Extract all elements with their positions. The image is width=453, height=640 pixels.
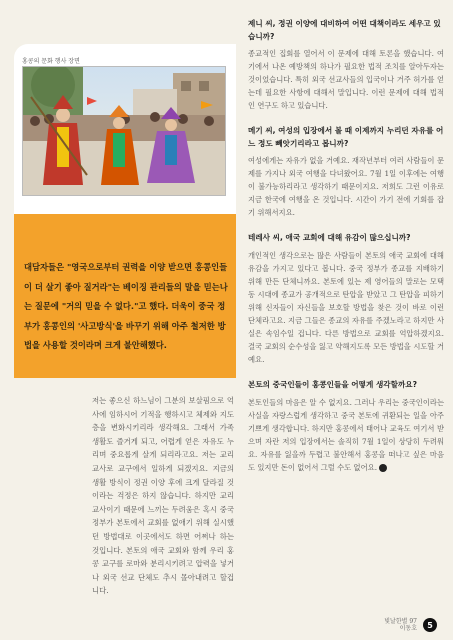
question-1: 제니 씨, 정권 이양에 대비하여 어떤 대책이라도 세우고 있습니까? [248,19,441,41]
answer-2: 여성에게는 자유가 없을 거예요. 재작년부터 여러 사람들이 문제를 가지나 외국 여행을 다녀왔어요. 7월 1일 이후에는 여행이 불가능하리라고 생각하기 때문이지요. 저희도 그런 이유로 지금 한국에 여행을 온 것입니다. 시간이 가기 전에 기회를 잡기 위해서지요. [248,156,444,218]
footer-signature: 빛날한별 97 이동호 [384,618,417,632]
festival-photo-illustration [23,67,225,195]
photo-caption: 홍콩의 문화 행사 장면 [22,58,80,65]
page-number: 5 [423,618,437,632]
answer-4: 본토인들의 마음은 알 수 없지요. 그러나 우리는 중국인이라는 사실을 자랑스럽게 생각하고 중국 본토에 귀환되는 일을 아주 기쁘게 생각합니다. 하지만 홍콩에서 태어나 교육도 여기서 받으며 자란 저의 입장에서는 솔직히 7월 1일이 상당히 두려워요. 자유를 잃을까 두렵고 불안해서 홍콩을 떠나고 싶은 마음도 있지만 돈이 없어서 그럴 수도 없어요. [248,397,444,472]
answer-1: 종교적인 집회를 열어서 이 문제에 대해 토론을 했습니다. 여기에서 나온 예방책의 하나가 필요한 법적 조치를 알아두자는 것이었습니다. 특히 외국 선교사들의 입국이나 거주 허가를 얻는데 필요한 사항에 대해서 말입니다. 이런 문제에 대해 법적인 연구도 하고 있습니다. [248,49,444,111]
festival-photo [22,66,226,196]
highlight-text: 대담자들은 "영국으로부터 권력을 이양 받으면 홍콩인들이 더 살기 좋아 질거라"는 베이징 관리들의 말을 믿는나는 질문에 "거의 믿을 수 없다."고 했다. 더욱이 중국 정부가 홍콩인의 '사고방식'을 바꾸기 위해 아주 철저한 방법을 사용할 것이라며 크게 불안해했다. [24,262,228,350]
question-2: 메기 씨, 여성의 입장에서 볼 때 이제까지 누리던 자유를 어느 정도 빼앗기리라고 봅니까? [248,126,444,148]
question-3: 테레사 씨, 애국 교회에 대해 유감이 많으십니까? [248,233,411,243]
answer-3: 개인적인 생각으로는 많은 사람들이 본토의 애국 교회에 대해 유감을 가지고 있다고 봅니다. 중국 정부가 종교를 지배하기 위해 만든 단체니까요. 본토에 있는 제 영어들의 말로는 모택동 시대에 종교가 공개적으로 탄압을 받았고 그 탄압을 피하기 위해 신자들이 자신들을 보호할 방법을 찾은 것이 바로 이런 단체라고요. 지금 그들은 종교의 자유를 주겠노라고 하지만 사실은 속임수일 겁니다. 다른 방법으로 교회를 억압하겠지요. 결국 교회의 순수성을 잃고 약해지도록 모든 방법을 시도할 거예요. [248,250,444,364]
footer [377,618,437,632]
right-column [248,18,444,487]
answer-4-container [248,396,444,474]
end-mark-icon [379,464,387,472]
left-column-text: 저는 좋으신 하느님이 그분의 보살핌으로 억사에 임하시어 기적을 행하시고 체제와 지도층을 변화시키리라 생각해요. 그래서 가족 생활도 즐거게 되고, 어렵게 얻은 자유도 누리며 중요롭게 살게 되리라고요. 저는 교리 교사로 교구에서 일하게 되겠지요. 지금의 생활 방식이 정권 이양 후에 크게 달라질 것이라는 걱정은 하지 않습니다. 하지만 교리 교사이기 때문에 느끼는 두려움은 혹시 중국 정부가 본토에서 교회를 없애기 위해 실시했던 방법대로 이곳에서도 하면 어쩌나 하는 것입니다. 본토의 애국 교회와 함께 우리 홍콩 교구를 로마와 분리시키려고 압력을 넣거나 외국 선교 단체도 추시 몰아내려고 할겁니다. [92,396,234,596]
question-4: 본토의 중국인들이 홍콩인들을 어떻게 생각할까요? [248,379,418,389]
